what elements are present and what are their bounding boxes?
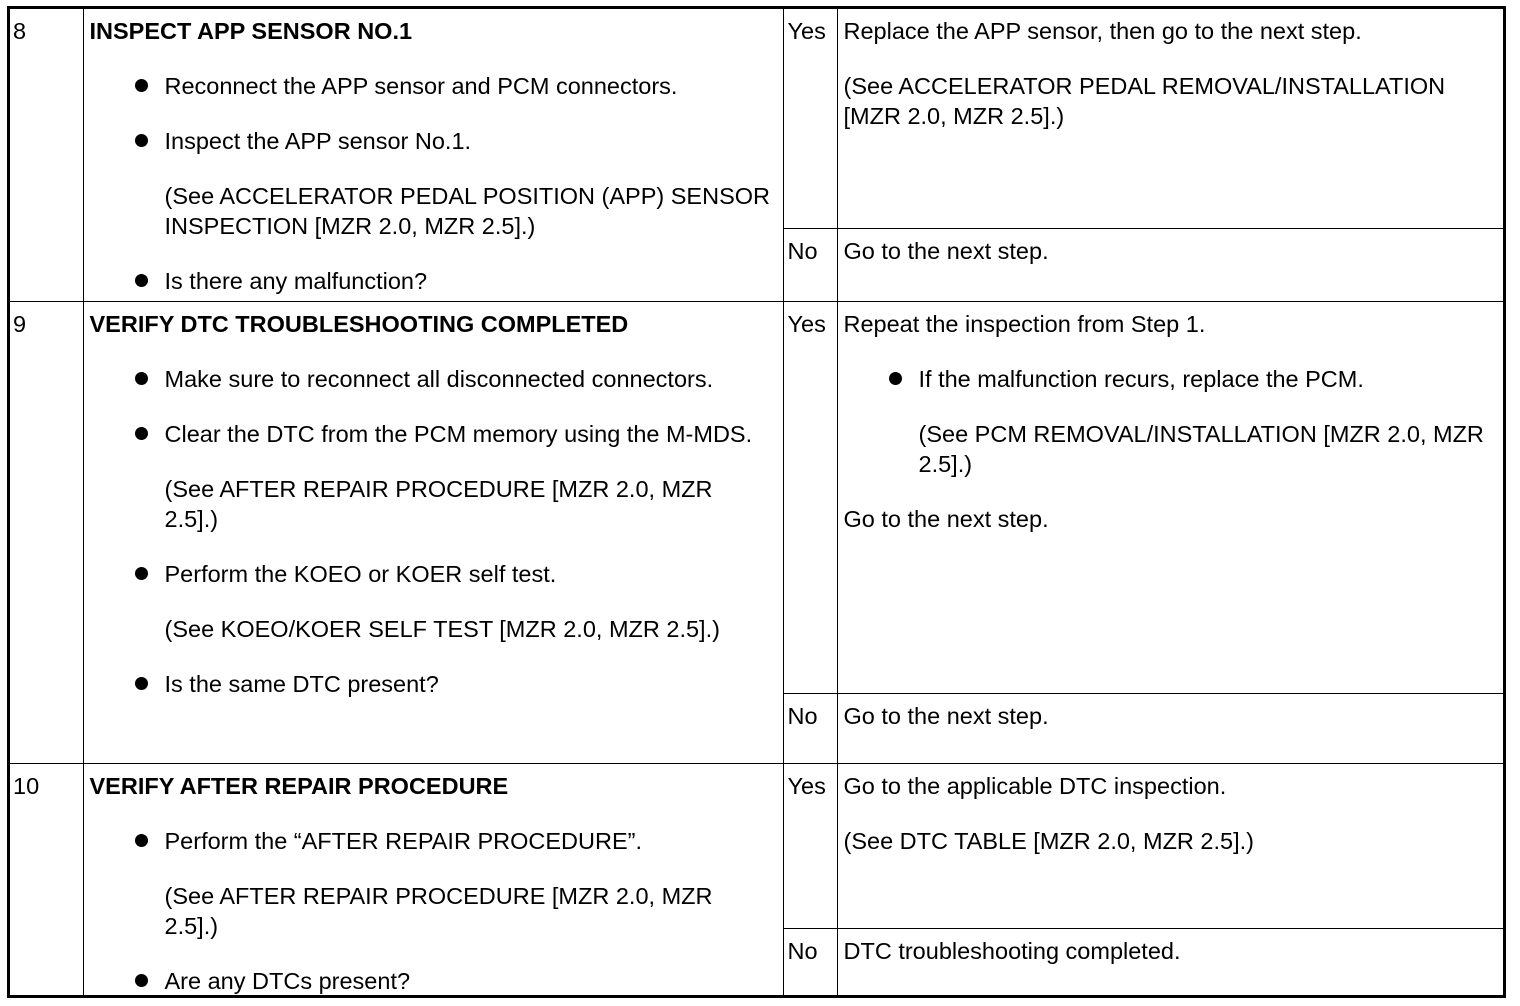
action-yes [837, 301, 1503, 693]
action-text: Replace the APP sensor, then go to the next step. [843, 18, 1362, 44]
reference-note: (See KOEO/KOER SELF TEST [MZR 2.0, MZR 2.5].) [164, 615, 720, 642]
check-item: Is the same DTC present? [90, 669, 773, 699]
action-no: DTC troubleshooting completed. [837, 928, 1503, 996]
check-item: Make sure to reconnect all disconnected connectors. [90, 364, 773, 394]
result-yes: Yes [783, 301, 837, 693]
check-item: Perform the “AFTER REPAIR PROCEDURE”. [90, 826, 773, 856]
result-yes: Yes [783, 763, 837, 928]
reference-note: (See AFTER REPAIR PROCEDURE [MZR 2.0, MZR 2.5].) [164, 475, 713, 532]
step-title: VERIFY AFTER REPAIR PROCEDURE [89, 772, 509, 799]
reference-note: (See PCM REMOVAL/INSTALLATION [MZR 2.0, MZR 2.5].) [918, 420, 1484, 477]
step-inspection [83, 9, 783, 301]
check-item: Clear the DTC from the PCM memory using the M-MDS. [90, 419, 773, 449]
result-no: No [783, 693, 837, 763]
step-8-yes-row [10, 9, 1503, 228]
action-no: Go to the next step. [837, 693, 1503, 763]
step-10-yes-row [10, 763, 1503, 928]
step-title: INSPECT APP SENSOR NO.1 [89, 18, 413, 44]
reference-note: (See DTC TABLE [MZR 2.0, MZR 2.5].) [843, 827, 1254, 854]
action-text: Go to the applicable DTC inspection. [843, 772, 1227, 799]
step-number: 10 [10, 763, 83, 996]
step-number: 9 [10, 301, 83, 763]
result-no: No [783, 928, 837, 996]
action-no: Go to the next step. [837, 228, 1503, 301]
action-text: Go to the next step. [843, 505, 1049, 532]
result-yes: Yes [783, 9, 837, 228]
step-inspection [83, 763, 783, 996]
action-yes [837, 763, 1503, 928]
check-item: Is there any malfunction? [90, 266, 773, 296]
reference-note: (See ACCELERATOR PEDAL REMOVAL/INSTALLATION [MZR 2.0, MZR 2.5].) [843, 73, 1446, 129]
result-no: No [783, 228, 837, 301]
reference-note: (See AFTER REPAIR PROCEDURE [MZR 2.0, MZR 2.5].) [164, 882, 713, 939]
check-item: Are any DTCs present? [90, 966, 773, 996]
diagnostic-steps-table [10, 9, 1503, 997]
action-bullet: If the malfunction recurs, replace the PCM. [844, 364, 1496, 394]
check-item: Reconnect the APP sensor and PCM connectors. [90, 71, 773, 101]
step-inspection [83, 301, 783, 763]
step-9-yes-row [10, 301, 1503, 693]
action-yes [837, 9, 1503, 228]
troubleshooting-page [7, 6, 1506, 998]
reference-note: (See ACCELERATOR PEDAL POSITION (APP) SENSOR INSPECTION [MZR 2.0, MZR 2.5].) [164, 183, 771, 239]
check-item: Inspect the APP sensor No.1. [90, 126, 773, 156]
step-title: VERIFY DTC TROUBLESHOOTING COMPLETED [89, 310, 629, 337]
step-number: 8 [10, 9, 83, 301]
check-item: Perform the KOEO or KOER self test. [90, 559, 773, 589]
action-text: Repeat the inspection from Step 1. [843, 310, 1206, 337]
